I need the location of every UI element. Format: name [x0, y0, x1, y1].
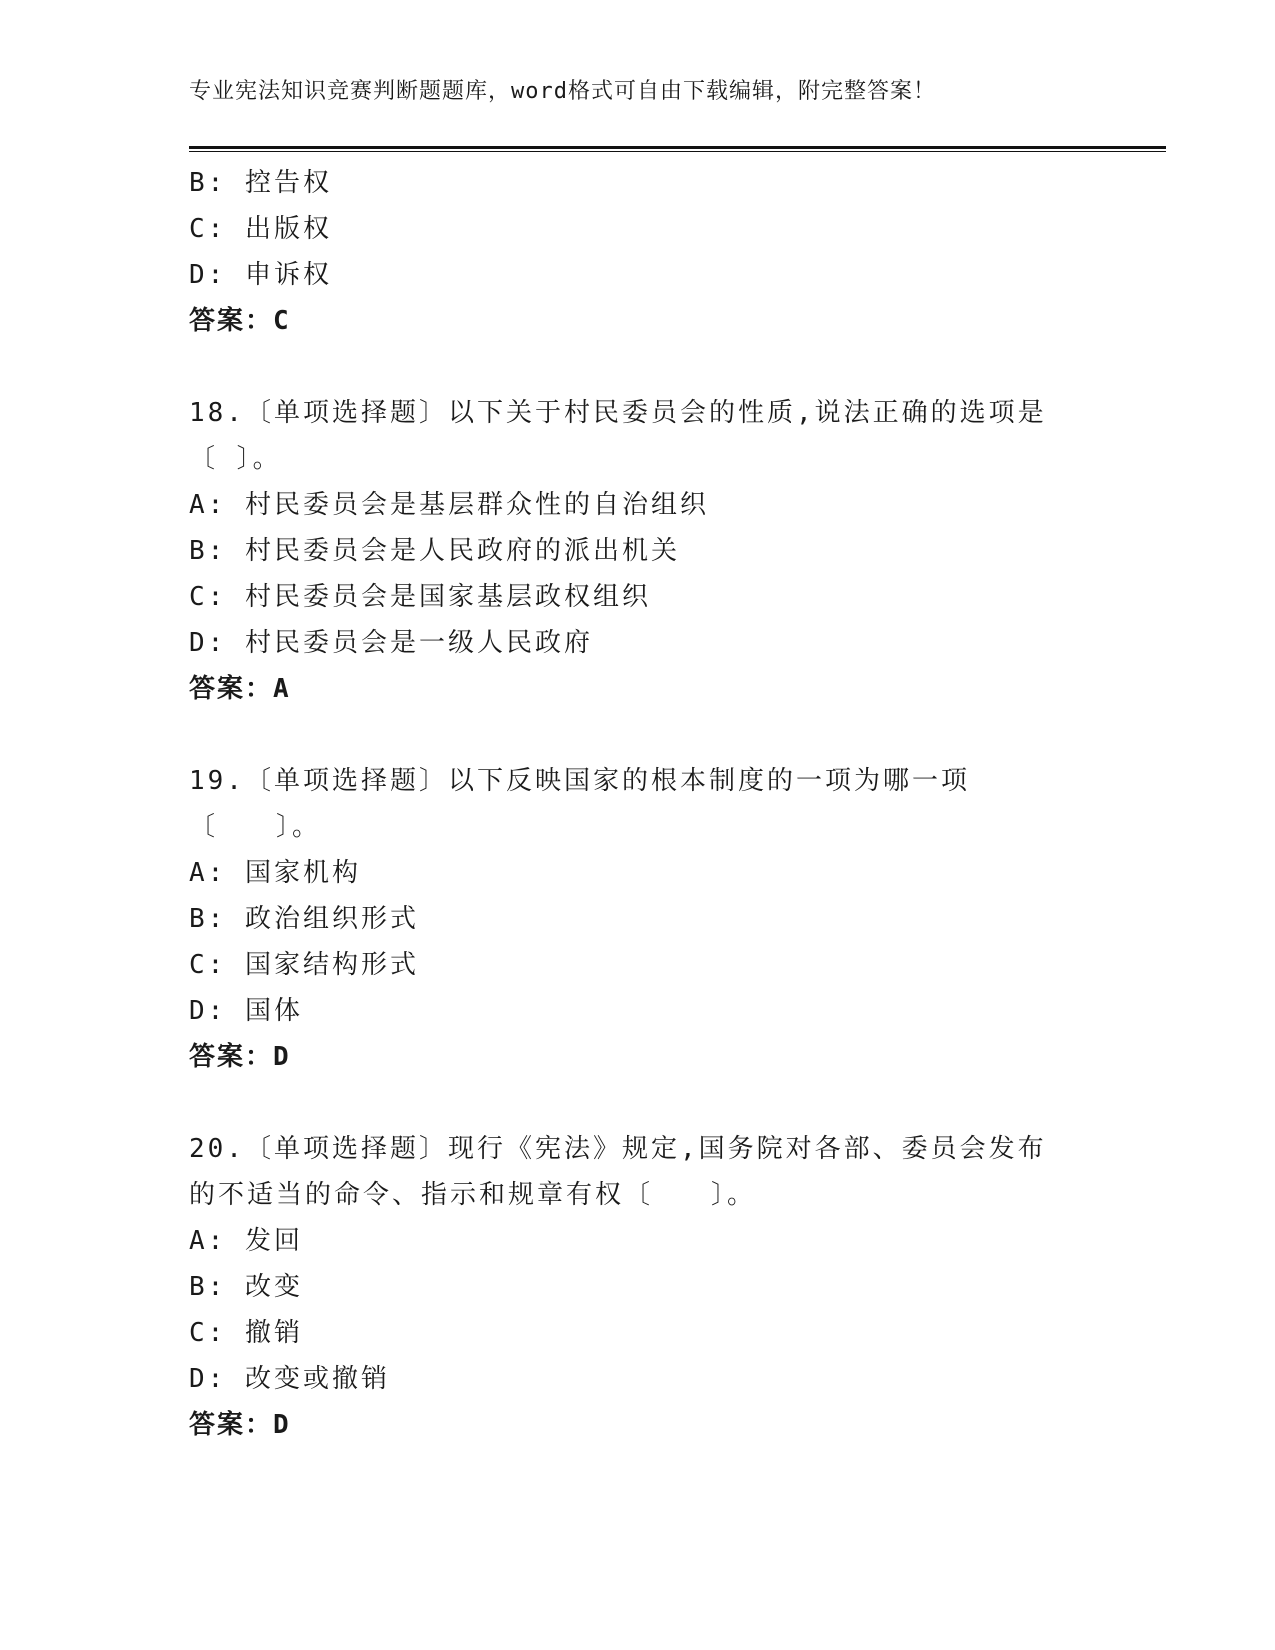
option-d: D: 村民委员会是一级人民政府: [189, 628, 593, 658]
question-19-text: 19.〔单项选择题〕以下反映国家的根本制度的一项为哪一项〔 〕。: [189, 766, 970, 842]
document-header: 专业宪法知识竞赛判断题题库，word格式可自由下载编辑，附完整答案！: [189, 79, 936, 104]
answer: 答案：D: [189, 1042, 291, 1072]
option-b: B: 控告权: [189, 168, 332, 198]
option-d: D: 申诉权: [189, 260, 332, 290]
question-18-text: 18.〔单项选择题〕以下关于村民委员会的性质,说法正确的选项是〔 〕。: [189, 398, 1047, 474]
option-d: D: 改变或撤销: [189, 1364, 390, 1394]
question-list: [189, 160, 1089, 1448]
option-d: D: 国体: [189, 996, 303, 1026]
option-c: C: 撤销: [189, 1318, 303, 1348]
answer: 答案：C: [189, 306, 291, 336]
option-c: C: 国家结构形式: [189, 950, 419, 980]
option-a: A: 村民委员会是基层群众性的自治组织: [189, 490, 709, 520]
header-rule-thick: [189, 146, 1166, 149]
answer: 答案：A: [189, 674, 291, 704]
option-c: C: 出版权: [189, 214, 332, 244]
option-b: B: 改变: [189, 1272, 303, 1302]
header-rule-thin: [189, 151, 1166, 152]
option-b: B: 村民委员会是人民政府的派出机关: [189, 536, 680, 566]
option-a: A: 发回: [189, 1226, 303, 1256]
option-c: C: 村民委员会是国家基层政权组织: [189, 582, 651, 612]
answer: 答案：D: [189, 1410, 291, 1440]
question-20-text: 20.〔单项选择题〕现行《宪法》规定,国务院对各部、委员会发布的不适当的命令、指示和规章有权〔 〕。: [189, 1134, 1047, 1210]
option-a: A: 国家机构: [189, 858, 361, 888]
option-b: B: 政治组织形式: [189, 904, 419, 934]
